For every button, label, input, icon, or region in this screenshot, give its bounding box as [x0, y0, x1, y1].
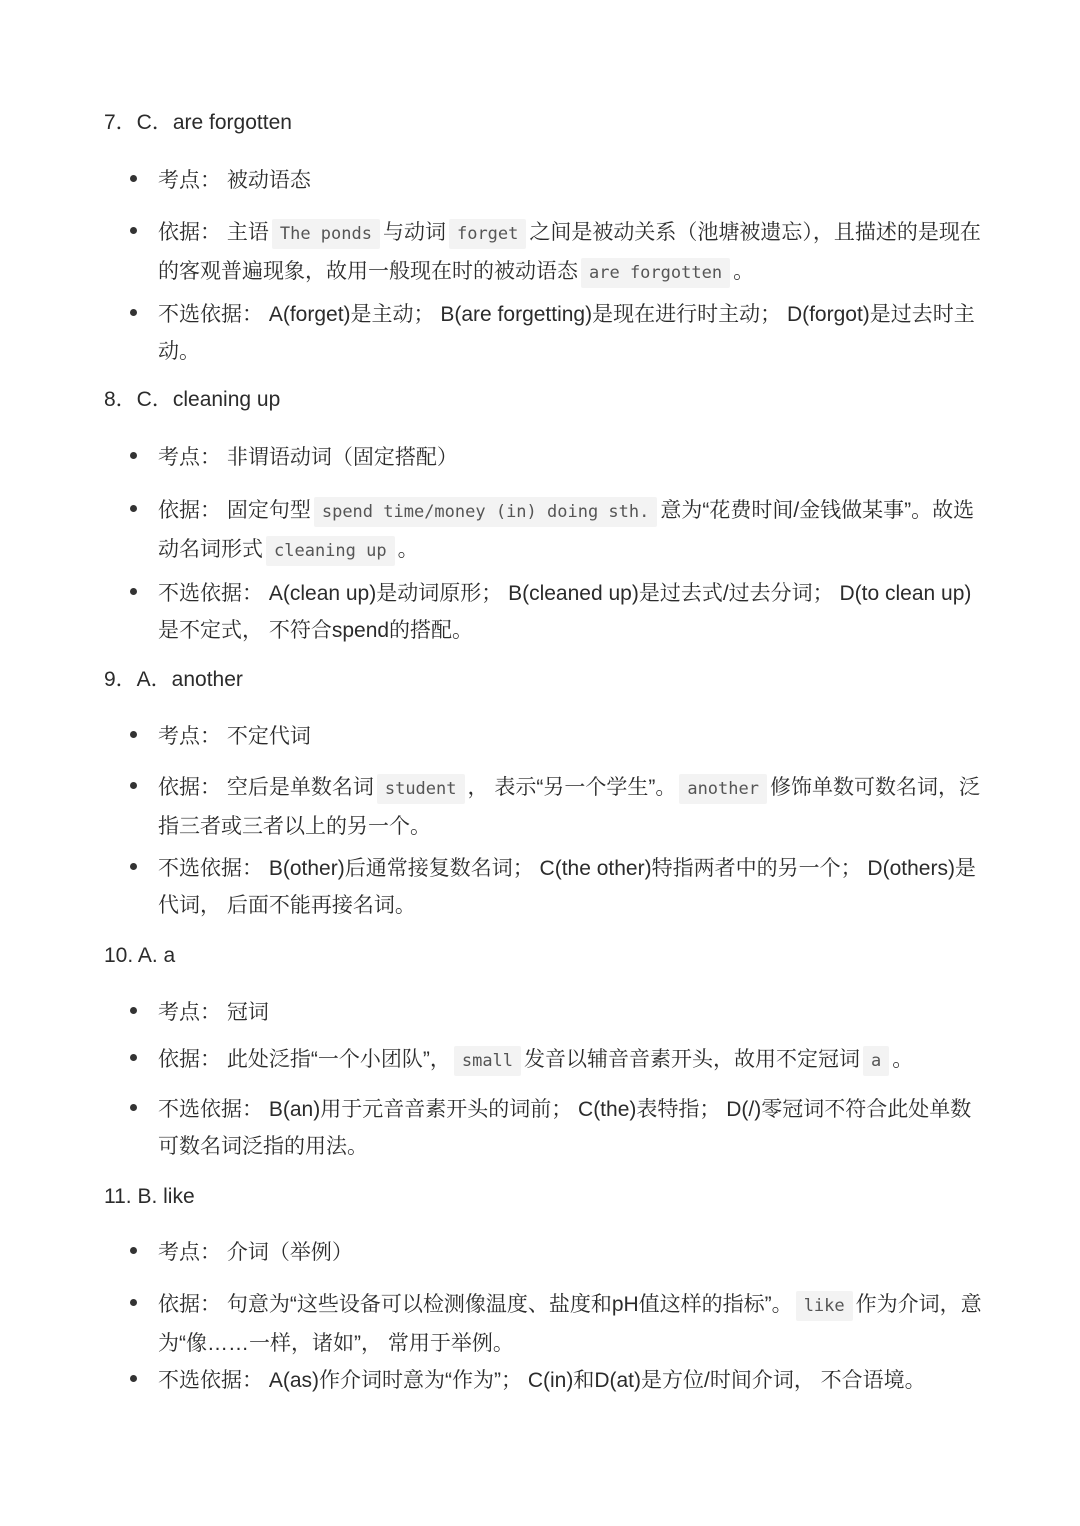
- question-10-buxuan: 不选依据： B(an)用于元音音素开头的词前； C(the)表特指； D(/)零冠词不符合此处单数可数名词泛指的用法。: [130, 1091, 990, 1165]
- code-span: a: [863, 1046, 889, 1076]
- bullet-icon: [130, 588, 137, 595]
- bullet-icon: [130, 309, 137, 316]
- bullet-icon: [130, 782, 137, 789]
- bullet-icon: [130, 452, 137, 459]
- code-span: forget: [449, 219, 526, 249]
- bullet-icon: [130, 1104, 137, 1111]
- question-10-heading: 10. A. a: [104, 944, 176, 967]
- code-span: cleaning up: [266, 536, 395, 566]
- question-11-heading: 11. B. like: [104, 1185, 195, 1208]
- question-8-kaodian: 考点： 非谓语动词（固定搭配）: [130, 439, 990, 476]
- question-7-heading: 7．C．are forgotten: [104, 111, 292, 134]
- code-span: another: [679, 774, 767, 804]
- bullet-icon: [130, 1247, 137, 1254]
- question-11-buxuan: 不选依据： A(as)作介词时意为“作为”； C(in)和D(at)是方位/时间介词， 不合语境。: [130, 1362, 990, 1399]
- bullet-icon: [130, 505, 137, 512]
- bullet-icon: [130, 227, 137, 234]
- bullet-icon: [130, 1054, 137, 1061]
- code-span: The ponds: [272, 219, 380, 249]
- question-10-kaodian: 考点： 冠词: [130, 994, 990, 1031]
- question-9-buxuan: 不选依据： B(other)后通常接复数名词； C(the other)特指两者中的另一个； D(others)是代词， 后面不能再接名词。: [130, 850, 990, 924]
- code-span: small: [454, 1046, 521, 1076]
- question-11-yiju: 依据： 句意为“这些设备可以检测像温度、盐度和pH值这样的指标”。 like 作为介词，意为“像……一样，诸如”， 常用于举例。: [130, 1286, 990, 1362]
- bullet-icon: [130, 1299, 137, 1306]
- question-8-yiju: 依据： 固定句型 spend time/money (in) doing sth. 意为“花费时间/金钱做某事”。故选动名词形式 cleaning up 。: [130, 492, 990, 570]
- code-span: spend time/money (in) doing sth.: [314, 497, 658, 527]
- bullet-icon: [130, 1007, 137, 1014]
- question-7-buxuan: 不选依据： A(forget)是主动； B(are forgetting)是现在进行时主动； D(forgot)是过去时主动。: [130, 296, 990, 370]
- question-9-kaodian: 考点： 不定代词: [130, 718, 990, 755]
- code-span: like: [796, 1291, 853, 1321]
- question-8-buxuan: 不选依据： A(clean up)是动词原形； B(cleaned up)是过去式/过去分词； D(to clean up)是不定式， 不符合spend的搭配。: [130, 575, 990, 649]
- question-7-yiju: 依据： 主语 The ponds 与动词 forget 之间是被动关系（池塘被遗忘），且描述的是现在的客观普遍现象，故用一般现在时的被动语态 are forgotten 。: [130, 214, 990, 292]
- code-span: are forgotten: [581, 258, 730, 288]
- bullet-icon: [130, 1375, 137, 1382]
- bullet-icon: [130, 863, 137, 870]
- question-9-yiju: 依据： 空后是单数名词 student ， 表示“另一个学生”。 another 修饰单数可数名词，泛指三者或三者以上的另一个。: [130, 769, 990, 845]
- question-10-yiju: 依据： 此处泛指“一个小团队”， small 发音以辅音音素开头，故用不定冠词 a 。: [130, 1041, 990, 1080]
- question-9-heading: 9．A．another: [104, 668, 243, 691]
- bullet-icon: [130, 731, 137, 738]
- question-11-kaodian: 考点： 介词（举例）: [130, 1234, 990, 1271]
- bullet-icon: [130, 175, 137, 182]
- code-span: student: [377, 774, 465, 804]
- question-7-kaodian: 考点： 被动语态: [130, 162, 990, 199]
- question-8-heading: 8．C．cleaning up: [104, 388, 281, 411]
